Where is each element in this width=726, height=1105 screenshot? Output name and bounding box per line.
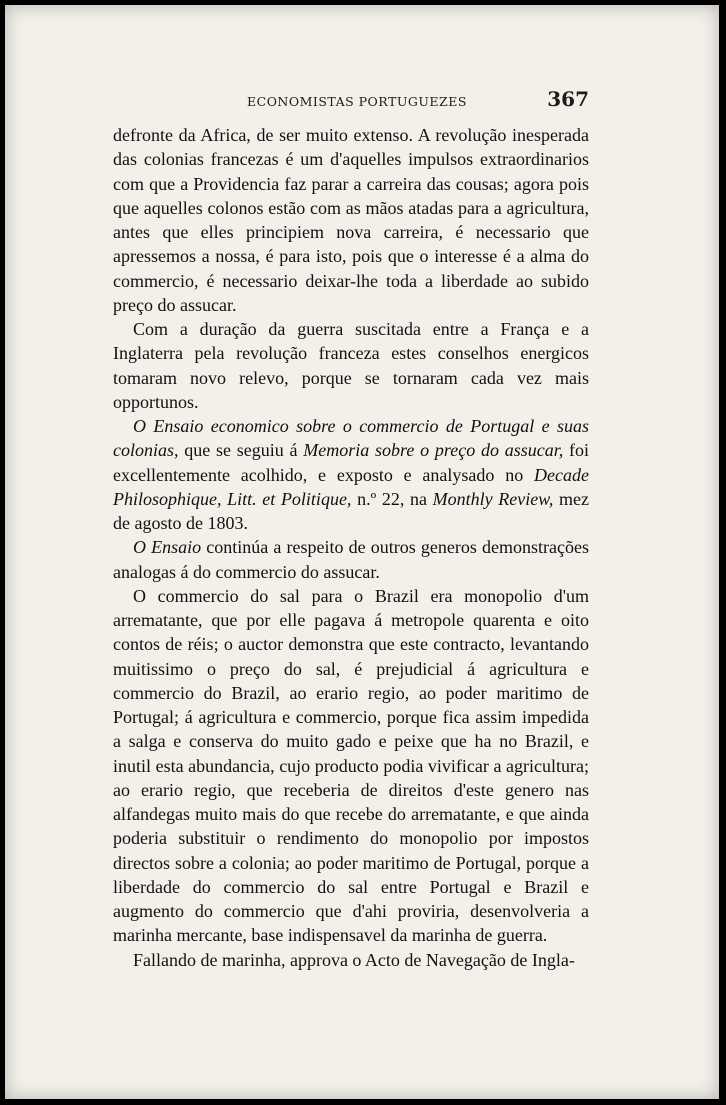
page-header xyxy=(113,87,589,115)
paragraph-text: n.º 22, na xyxy=(351,488,433,509)
paragraph: defronte da Africa, de ser muito extenso. A revolução inesperada das colonias francezas é um d'aquelles impulsos extraordinarios com que a Providencia faz parar a carreira das cousas; agora pois que aquelles colonos estão com as mãos atadas para a agricultura, antes que elles principiem nova carreira, é necessario que apressemos a nossa, é para isto, pois que o interesse é a alma do commercio, é necessario deixar-lhe toda a liberdade ao subido preço do assucar. xyxy=(113,125,589,315)
running-title: ECONOMISTAS PORTUGUEZES xyxy=(247,94,467,109)
italic-title: Decade Philosophique, Litt. et Politique, xyxy=(113,464,589,509)
book-page xyxy=(5,5,719,1099)
paragraph xyxy=(113,535,589,584)
italic-title: Monthly Review, xyxy=(432,488,554,509)
paragraph: O commercio do sal para o Brazil era monopolio d'um arrematante, que por elle pagava á metropole quarenta e oito contos de réis; o auctor demonstra que este contracto, levantando muitissimo o preço do sal, é prejudicial á agricultura e commercio do Brazil, ao erario regio, ao poder maritimo de Portugal; á agricultura e commercio, porque fica assim impedida a salga e conserva do muito gado e peixe que ha no Brazil, e inutil esta abundancia, cujo producto podia vivificar a agricultura; ao erario regio, que receberia de direitos d'este genero nas alfandegas muito mais do que recebe do arrematante, e que ainda poderia substituir o rendimento do monopolio por impostos directos sobre a colonia; ao poder maritimo de Portugal, porque a liberdade do commercio do sal entre Portugal e Brazil e augmento do commercio que d'ahi proviria, desenvolveria a marinha mercante, base indispensavel da marinha de guerra. xyxy=(113,585,589,946)
italic-title: O Ensaio xyxy=(133,537,202,558)
page-number: 367 xyxy=(547,87,589,111)
paragraph: Fallando de marinha, approva o Acto de Navegação de Ingla- xyxy=(133,949,575,970)
italic-title: Memoria sobre o preço do assucar, xyxy=(303,440,564,461)
paragraph-text: que se seguiu á xyxy=(178,440,304,461)
paragraph: Com a duração da guerra suscitada entre a França e a Inglaterra pela revolução franceza estes conselhos energicos tomaram novo relevo, porque se tornaram cada vez mais opportunos. xyxy=(113,319,589,412)
paragraph-text: foi excellentemente acolhido, e exposto e analysado no xyxy=(113,440,589,485)
italic-title: O Ensaio economico sobre o commercio de Portugal e suas colonias, xyxy=(113,416,589,461)
paragraph-text: continúa a respeito de outros generos demonstrações analogas á do commercio do assucar. xyxy=(113,537,589,582)
paragraph-text: mez de agosto de 1803. xyxy=(113,488,590,533)
body-text xyxy=(113,123,589,972)
paragraph xyxy=(113,414,589,535)
